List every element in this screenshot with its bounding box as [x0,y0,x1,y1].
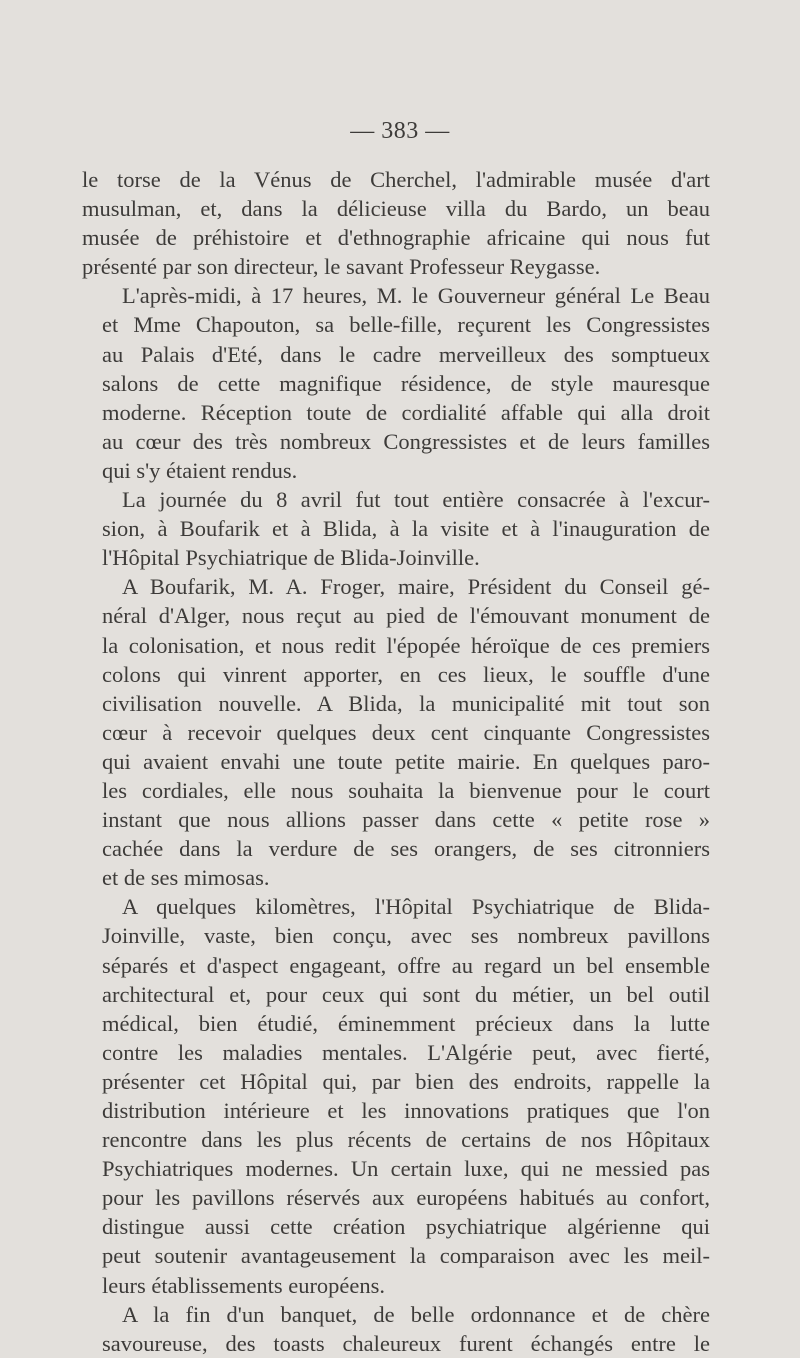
text-line: le torse de la Vénus de Cherchel, l'admirable musée d'art [82,167,710,192]
text-line: distingue aussi cette création psychiatrique algérienne qui [102,1214,710,1240]
text-line: moderne. Réception toute de cordialité affable qui alla droit [102,399,710,425]
text-line: instant que nous allions passer dans cette « petite rose » [102,807,710,833]
body-text [82,165,710,1358]
page-number: — 383 — [350,118,450,144]
text-line: architectural et, pour ceux qui sont du métier, un bel outil [102,981,710,1007]
text-line: les cordiales, elle nous souhaita la bienvenue pour le court [102,777,710,803]
text-line: et de ses mimosas. [102,865,270,891]
text-line: Joinville, vaste, bien conçu, avec ses nombreux pavillons [102,923,710,949]
text-line: présenté par son directeur, le savant Professeur Reygasse. [82,254,601,280]
text-line: musulman, et, dans la délicieuse villa du Bardo, un beau [82,196,710,222]
text-line: et Mme Chapouton, sa belle-fille, reçurent les Congressistes [102,312,710,338]
text-line: qui s'y étaient rendus. [102,457,298,483]
text-line: A Boufarik, M. A. Froger, maire, Président du Conseil gé- [122,574,710,600]
text-line: colons qui vinrent apporter, en ces lieux, le souffle d'une [102,661,710,687]
text-line: au cœur des très nombreux Congressistes et de leurs familles [102,428,710,454]
text-line: cœur à recevoir quelques deux cent cinquante Congressistes [102,719,710,745]
text-line: A la fin d'un banquet, de belle ordonnance et de chère [122,1301,710,1327]
text-line: néral d'Alger, nous reçut au pied de l'émouvant monument de [102,603,710,629]
text-line: Psychiatriques modernes. Un certain luxe, qui ne messied pas [102,1156,710,1182]
text-line: A quelques kilomètres, l'Hôpital Psychiatrique de Blida- [122,894,710,920]
text-line: pour les pavillons réservés aux européens habitués au confort, [102,1185,710,1211]
text-line: sion, à Boufarik et à Blida, à la visite et à l'inauguration de [102,516,710,542]
paragraph-4 [82,572,710,892]
text-line: leurs établissements européens. [102,1272,386,1298]
text-line: rencontre dans les plus récents de certains de nos Hôpitaux [102,1127,710,1153]
text-line: peut soutenir avantageusement la comparaison avec les meil- [102,1243,710,1269]
text-line: présenter cet Hôpital qui, par bien des endroits, rappelle la [102,1068,710,1094]
text-line: médical, bien étudié, éminemment précieux dans la lutte [102,1010,710,1036]
text-line: cachée dans la verdure de ses orangers, de ses citronniers [102,836,710,862]
text-line: la colonisation, et nous redit l'épopée héroïque de ces premiers [102,632,710,658]
paragraph-3 [82,485,710,572]
paragraph-1 [82,165,710,281]
text-line: au Palais d'Eté, dans le cadre merveilleux des somptueux [102,341,710,367]
paragraph-5 [82,892,710,1299]
text-line: contre les maladies mentales. L'Algérie peut, avec fierté, [102,1039,710,1065]
text-line: L'après-midi, à 17 heures, M. le Gouverneur général Le Beau [122,283,710,309]
text-line: savoureuse, des toasts chaleureux furent échangés entre le [102,1330,710,1356]
text-line: musée de préhistoire et d'ethnographie africaine qui nous fut [82,225,710,251]
text-line: l'Hôpital Psychiatrique de Blida-Joinville. [102,545,480,571]
text-line: salons de cette magnifique résidence, de style mauresque [102,370,710,396]
text-line: distribution intérieure et les innovations pratiques que l'on [102,1098,710,1123]
text-line: séparés et d'aspect engageant, offre au regard un bel ensemble [102,952,710,978]
paragraph-6 [82,1300,710,1358]
paragraph-2 [82,281,710,485]
text-line: qui avaient envahi une toute petite mairie. En quelques paro- [102,748,710,774]
text-line: civilisation nouvelle. A Blida, la municipalité mit tout son [102,690,710,716]
text-line: La journée du 8 avril fut tout entière consacrée à l'excur- [122,487,710,513]
